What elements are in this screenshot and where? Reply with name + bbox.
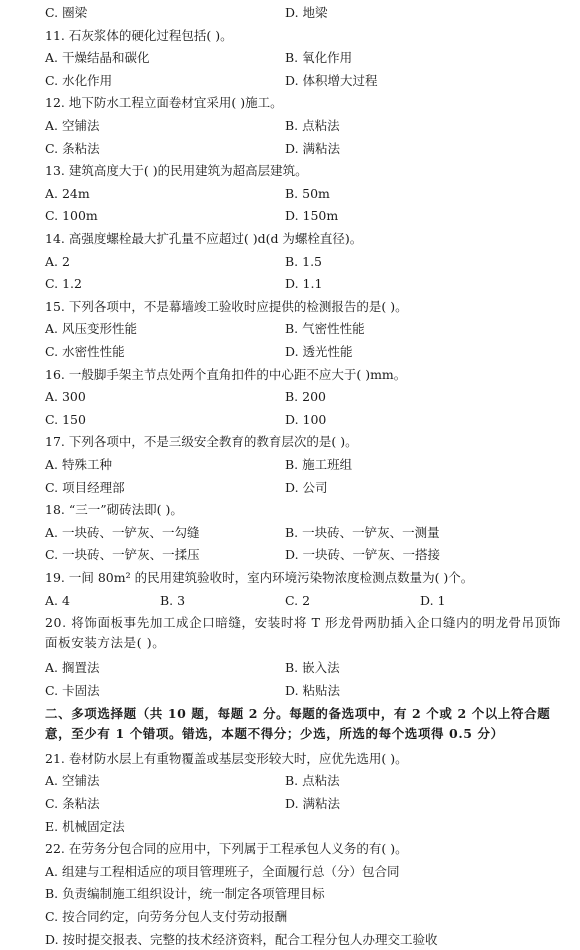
option-right: D. 100 (285, 411, 327, 427)
option-right: D. 粘贴法 (285, 683, 341, 698)
question-line: A. 组建与工程相适应的项目管理班子，全面履行总（分）包合同 (45, 863, 400, 879)
question-line: C. 按合同约定，向劳务分包人支付劳动报酬 (45, 909, 288, 924)
question-line: B. 负责编制施工组织设计，统一制定各项管理目标 (45, 886, 325, 902)
question-line: 19. 一间 80m² 的民用建筑验收时，室内环境污染物浓度检测点数量为( )个。 (45, 570, 474, 585)
option-right: B. 200 (285, 389, 326, 405)
question-line: 16. 一般脚手架主节点处两个直角扣件的中心距不应大于( )mm。 (45, 366, 407, 382)
option-d: D. 1 (420, 592, 446, 608)
option-right: D. 地梁 (285, 5, 328, 20)
question-line: 11. 石灰浆体的硬化过程包括( )。 (45, 27, 233, 43)
option-left: C. 条粘法 (45, 140, 100, 156)
option-right: B. 1.5 (285, 253, 323, 269)
option-right: D. 体积增大过程 (285, 72, 378, 88)
option-left: A. 特殊工种 (45, 457, 112, 472)
option-right: B. 点粘法 (285, 118, 340, 133)
option-left: A. 24m (45, 185, 90, 201)
question-line: D. 按时提交报表、完整的技术经济资料，配合工程分包人办理交工验收 (45, 931, 438, 947)
question-line: 18. “三一”砌砖法即( )。 (45, 502, 183, 518)
option-right: B. 气密性性能 (285, 321, 365, 337)
question-line: 17. 下列各项中，不是三级安全教育的教育层次的是( )。 (45, 434, 358, 450)
option-left: A. 搁置法 (45, 660, 100, 676)
option-left: C. 圈梁 (45, 5, 88, 20)
option-right: B. 氧化作用 (285, 50, 353, 66)
option-right: B. 50m (285, 185, 330, 201)
section-heading: 二、多项选择题（共 10 题，每题 2 分。每题的备选项中，有 2 个或 2 个以上符合题意，至少有 1 个错项。错选，本题不得分；少选，所选的每个选项得 0.5 分） (45, 705, 551, 741)
option-left: C. 100m (45, 208, 98, 224)
option-left: C. 水密性性能 (45, 344, 125, 359)
option-right: B. 点粘法 (285, 773, 340, 789)
option-left: C. 水化作用 (45, 72, 113, 88)
option-left: C. 一块砖、一铲灰、一揉压 (45, 547, 200, 563)
option-left: C. 卡固法 (45, 683, 100, 698)
option-left: C. 150 (45, 411, 86, 427)
option-left: C. 1.2 (45, 276, 82, 292)
option-right: B. 一块砖、一铲灰、一测量 (285, 524, 440, 540)
question-line: 21. 卷材防水层上有重物覆盖或基层变形较大时，应优先选用( )。 (45, 750, 408, 766)
question-line: 22. 在劳务分包合同的应用中，下列属于工程承包人义务的有( )。 (45, 841, 408, 857)
question-line: 20. 将饰面板事先加工成企口暗缝，安装时将 T 形龙骨两肋插入企口缝内的明龙骨吊顶饰面板安装方法是( )。 (45, 615, 561, 651)
option-right: D. 满粘法 (285, 140, 341, 156)
option-left: C. 条粘法 (45, 796, 100, 811)
question-line: 15. 下列各项中，不是幕墙竣工验收时应提供的检测报告的是( )。 (45, 298, 408, 314)
option-left: A. 2 (45, 253, 70, 269)
option-left: A. 风压变形性能 (45, 321, 137, 337)
option-right: D. 公司 (285, 479, 328, 495)
option-left: C. 项目经理部 (45, 479, 125, 495)
option-left: A. 300 (45, 389, 86, 405)
question-line: 13. 建筑高度大于( )的民用建筑为超高层建筑。 (45, 163, 308, 179)
option-right: B. 施工班组 (285, 457, 353, 472)
question-line: 14. 高强度螺栓最大扩孔量不应超过( )d(d 为螺栓直径)。 (45, 231, 363, 246)
option-a: A. 4 (45, 592, 70, 608)
option-right: D. 透光性能 (285, 344, 353, 359)
option-left: A. 一块砖、一铲灰、一勾缝 (45, 524, 200, 540)
option-right: B. 嵌入法 (285, 660, 340, 676)
option-right: D. 一块砖、一铲灰、一搭接 (285, 547, 441, 563)
option-left: A. 空铺法 (45, 118, 100, 133)
option-c: C. 2 (285, 592, 311, 608)
option-left: A. 干燥结晶和碳化 (45, 50, 150, 66)
question-line: 12. 地下防水工程立面卷材宜采用( )施工。 (45, 95, 283, 111)
option-left: A. 空铺法 (45, 773, 100, 789)
option-right: D. 150m (285, 208, 339, 224)
option-right: D. 1.1 (285, 276, 323, 292)
option-right: D. 满粘法 (285, 796, 341, 811)
option-b: B. 3 (160, 592, 186, 608)
question-line: E. 机械固定法 (45, 818, 125, 834)
